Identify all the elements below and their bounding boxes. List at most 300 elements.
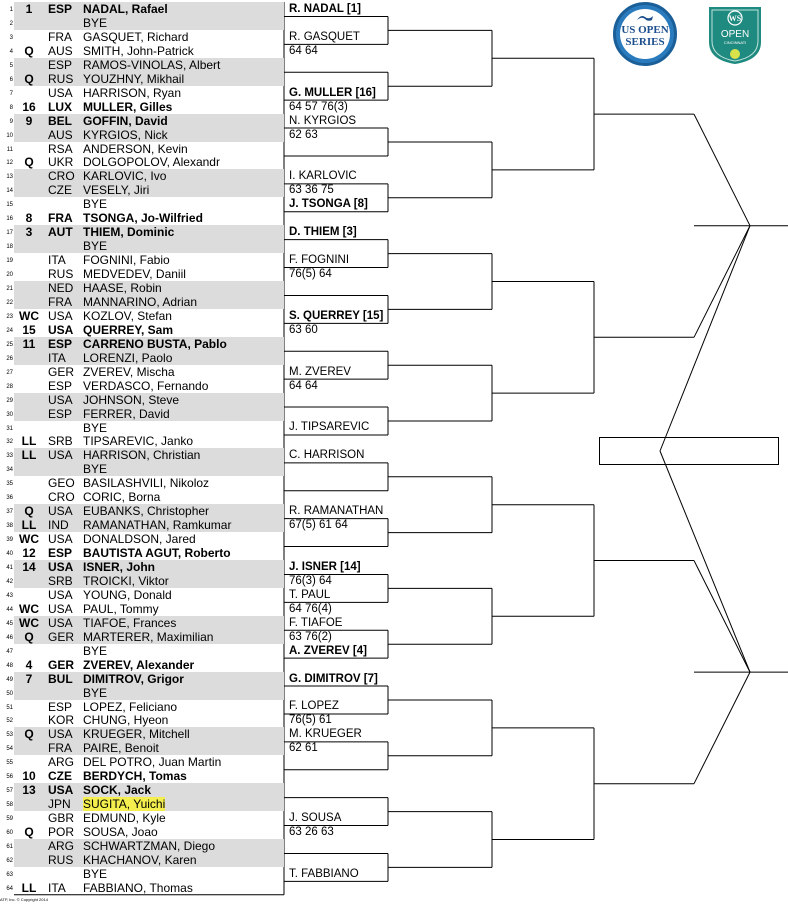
player-name [83,532,196,546]
seed-or-entry-tag: 7 [25,671,33,686]
player-name [83,323,173,337]
draw-position-number: 20 [6,272,13,279]
player-name-text: BERDYCH, Tomas [83,769,187,784]
player-name-text: HARRISON, Ryan [83,85,182,100]
player-name-text: MULLER, Gilles [83,99,173,114]
country-code: BUL [48,671,73,686]
player-name [83,713,168,727]
seed-or-entry-tag: Q [24,504,34,519]
player-name-text: BYE [83,15,108,30]
country-code: USA [48,448,73,463]
seed-or-entry-tag: 3 [25,225,33,240]
player-name [83,490,160,504]
player-name [83,183,149,197]
round2-winner: D. THIEM [3] [289,226,357,239]
round2-score: 67(5) 61 64 [289,519,348,532]
player-name [83,434,193,448]
draw-row [0,713,788,727]
draw-row [0,379,788,393]
player-name-text: VESELY, Jiri [83,183,150,198]
draw-row [0,407,788,421]
country-code: BEL [48,113,72,128]
player-name-text: RAMANATHAN, Ramkumar [83,518,232,533]
seed-or-entry-tag: 4 [25,657,33,672]
player-name [83,58,220,72]
draw-row [0,239,788,253]
draw-row [0,267,788,281]
round2-winner: J. TIPSAREVIC [289,421,370,434]
draw-position-number: 11 [6,146,13,153]
draw-position-number: 21 [6,286,13,292]
draw-row [0,769,788,783]
logo-city-text: CINCINNATI [723,40,747,45]
player-name [83,2,168,16]
draw-position-number: 44 [6,606,13,613]
draw-row [0,797,788,811]
player-name [83,309,172,323]
draw-position-number: 16 [6,216,13,223]
draw-position-number: 57 [6,788,13,795]
round2-winner: J. ISNER [14] [289,560,361,573]
draw-row [0,546,788,560]
player-name-text: SOUSA, Joao [83,825,158,840]
draw-position-number: 60 [6,830,13,837]
country-code: USA [48,85,73,100]
player-name [83,351,172,365]
country-code: USA [48,727,73,742]
player-name [83,337,227,351]
draw-position-number: 3 [9,34,13,41]
country-code: CRO [48,169,75,184]
country-code: FRA [48,211,73,226]
player-name-text: LOPEZ, Feliciano [83,699,178,714]
country-code: USA [48,615,73,630]
country-code: ESP [48,2,73,16]
draw-row [0,825,788,839]
draw-position-number: 48 [6,662,13,669]
draw-row [0,169,788,183]
draw-position-number: 13 [6,174,13,181]
logo-text-line2: SERIES [625,36,665,48]
seed-or-entry-tag: Q [24,71,34,86]
logo-text-line1: US OPEN [621,24,669,36]
country-code: LUX [48,99,72,114]
round2-score: 76(5) 64 [289,268,332,281]
draw-position-number: 51 [6,704,13,711]
country-code: GEO [48,476,75,491]
round2-score: 64 57 76(3) [289,100,348,113]
player-name-text: ZVEREV, Alexander [83,657,195,672]
player-name-text: TIAFOE, Frances [83,615,177,630]
draw-position-number: 12 [6,160,13,167]
draw-row [0,476,788,490]
player-name-text: MANNARINO, Adrian [83,294,198,309]
player-name [83,86,181,100]
player-name [83,616,176,630]
player-name-text: DEL POTRO, Juan Martin [83,755,222,770]
player-name [83,393,179,407]
player-name [83,574,169,588]
draw-row [0,630,788,644]
draw-position-number: 63 [6,871,13,878]
round2-winner: S. QUERREY [15] [289,309,384,322]
player-name [83,72,184,86]
player-name-text: EUBANKS, Christopher [83,504,210,519]
draw-position-number: 17 [6,230,13,237]
player-name [83,211,203,225]
draw-position-number: 59 [6,816,13,823]
player-name-text: JOHNSON, Steve [83,392,180,407]
draw-row [0,616,788,630]
round2-score: 63 26 63 [289,826,334,839]
draw-position-number: 15 [6,202,13,209]
player-name [83,100,172,114]
draw-row [0,225,788,239]
draw-position-number: 22 [6,299,13,306]
country-code: GER [48,657,75,672]
country-code: JPN [48,797,71,812]
player-name-text: VERDASCO, Fernando [83,378,209,393]
draw-row [0,323,788,337]
player-name-text: BYE [83,197,108,212]
round2-winner: J. TSONGA [8] [289,198,368,211]
player-name [83,797,165,811]
player-name [83,462,107,476]
country-code: USA [48,587,73,602]
draw-position-number: 62 [6,857,13,864]
country-code: ESP [48,546,73,561]
player-name-text: GOFFIN, David [83,113,168,128]
player-name-text: YOUZHNY, Mikhail [83,71,185,86]
draw-row [0,644,788,658]
draw-position-number: 31 [6,425,13,432]
round2-winner: N. KYRGIOS [289,114,357,127]
round2-winner: F. LOPEZ [289,700,339,713]
draw-position-number: 25 [6,341,13,348]
country-code: USA [48,392,73,407]
player-name [83,504,209,518]
draw-row [0,727,788,741]
country-code: USA [48,308,73,323]
draw-row [0,867,788,881]
country-code: GER [48,629,75,644]
player-name-text: DOLGOPOLOV, Alexandr [83,155,220,170]
player-name-text: MARTERER, Maximilian [83,629,214,644]
player-name-text: HARRISON, Christian [83,448,201,463]
draw-position-number: 39 [6,537,13,544]
round2-winner: F. FOGNINI [289,254,350,267]
seed-or-entry-tag: 8 [25,211,33,226]
player-name [83,142,188,156]
country-code: KOR [48,713,75,728]
country-code: CZE [48,183,72,198]
draw-position-number: 61 [6,844,13,850]
draw-position-number: 53 [6,732,13,739]
country-code: FRA [48,29,72,44]
draw-row [0,211,788,225]
player-name [83,546,231,560]
row-shading [14,462,284,476]
country-code: GBR [48,811,75,826]
draw-position-number: 38 [6,523,13,530]
highlighted-player-name: SUGITA, Yuichi [83,797,166,812]
player-name-text: SOCK, Jack [83,783,152,798]
draw-row [0,755,788,769]
draw-row [0,560,788,574]
country-code: POR [48,825,75,840]
player-name [83,128,168,142]
draw-position-number: 47 [6,648,13,655]
country-code: USA [48,601,73,616]
player-name-text: BYE [83,866,108,881]
draw-row [0,295,788,309]
player-name-text: PAUL, Tommy [83,601,159,616]
player-name-text: ISNER, John [83,560,156,574]
champion-box [599,437,779,465]
player-name [83,239,107,253]
player-name [83,253,170,267]
draw-row [0,281,788,295]
country-code: ITA [48,350,66,365]
draw-position-number: 45 [6,620,13,627]
player-name-text: KYRGIOS, Nick [83,127,168,142]
country-code: FRA [48,294,72,309]
draw-row [0,309,788,323]
draw-position-number: 7 [9,90,13,97]
round2-winner: M. KRUEGER [289,728,362,741]
round2-score: 63 76(2) [289,630,332,643]
draw-row [0,393,788,407]
country-code: AUS [48,43,73,58]
country-code: IND [48,518,69,533]
us-open-series-logo [613,2,677,66]
row-shading [14,16,284,30]
player-name [83,281,162,295]
player-name [83,588,172,602]
draw-row [0,783,788,797]
player-name-text: SMITH, John-Patrick [83,43,194,58]
player-name [83,839,215,853]
player-name-text: MEDVEDEV, Daniil [83,267,186,282]
player-name [83,644,107,658]
draw-position-number: 40 [6,551,13,558]
western-southern-open-logo [707,4,763,66]
round2-score: 64 64 [289,379,318,392]
country-code: GER [48,364,75,379]
round2-winner: G. MULLER [16] [289,86,376,99]
draw-row [0,853,788,867]
player-name [83,225,174,239]
round2-score: 63 60 [289,323,318,336]
country-code: ITA [48,253,66,268]
player-name-text: BYE [83,462,108,477]
player-name-text: CARRENO BUSTA, Pablo [83,336,227,351]
player-name-text: RAMOS-VINOLAS, Albert [83,57,221,72]
draw-position-number: 10 [6,132,13,139]
draw-row [0,518,788,532]
player-name-text: DIMITROV, Grigor [83,671,184,686]
draw-position-number: 42 [6,578,13,585]
draw-row [0,114,788,128]
draw-position-number: 55 [6,760,13,767]
country-code: RUS [48,852,74,867]
draw-row [0,811,788,825]
player-name [83,853,197,867]
player-name-text: BASILASHVILI, Nikoloz [83,476,210,491]
seed-or-entry-tag: LL [21,880,37,895]
country-code: ARG [48,839,75,853]
draw-position-number: 58 [6,802,13,809]
seed-or-entry-tag: Q [24,727,34,742]
seed-or-entry-tag: LL [21,434,37,449]
draw-row [0,588,788,602]
draw-position-number: 36 [6,495,13,502]
player-name [83,476,209,490]
player-name-text: BYE [83,239,108,254]
player-name [83,602,159,616]
player-name-text: DONALDSON, Jared [83,532,196,547]
seed-or-entry-tag: 15 [22,322,36,337]
player-name-text: YOUNG, Donald [83,587,172,602]
seed-or-entry-tag: 10 [22,769,36,784]
country-code: SRB [48,434,73,449]
player-name [83,769,187,783]
draw-row [0,700,788,714]
round2-winner: R. RAMANATHAN [289,505,384,518]
player-name [83,755,221,769]
draw-position-number: 2 [9,20,13,27]
player-name [83,114,168,128]
country-code: ESP [48,699,73,714]
draw-position-number: 26 [6,355,13,362]
player-name [83,155,220,169]
player-name [83,700,177,714]
country-code: FRA [48,741,72,756]
player-name-text: EDMUND, Kyle [83,811,166,826]
seed-or-entry-tag: 9 [25,113,33,128]
player-name [83,44,194,58]
draw-position-number: 46 [6,634,13,641]
round2-winner: G. DIMITROV [7] [289,672,378,685]
player-name-text: GASQUET, Richard [83,29,189,44]
player-name-text: CORIC, Borna [83,490,161,505]
draw-position-number: 8 [9,104,13,111]
draw-position-number: 28 [6,383,13,390]
draw-position-number: 41 [6,565,13,571]
draw-position-number: 54 [6,746,13,753]
player-name [83,30,188,44]
player-name-text: PAIRE, Benoit [83,741,159,756]
round2-winner: T. PAUL [289,588,331,601]
draw-row [0,183,788,197]
country-code: AUS [48,127,73,142]
round2-score: 63 36 75 [289,184,334,197]
country-code: USA [48,504,73,519]
player-name-text: KARLOVIC, Ivo [83,169,167,184]
player-name [83,407,170,421]
draw-position-number: 56 [6,774,13,781]
seed-or-entry-tag: 12 [22,546,36,561]
player-name [83,16,107,30]
player-name [83,825,158,839]
seed-or-entry-tag: Q [24,825,34,840]
round2-winner: M. ZVEREV [289,365,351,378]
player-name-text: HAASE, Robin [83,281,162,295]
country-code: ITA [48,880,66,895]
draw-row [0,365,788,379]
draw-position-number: 50 [6,690,13,697]
player-name [83,867,107,881]
seed-or-entry-tag: Q [24,43,34,58]
player-name-text: FOGNINI, Fabio [83,253,170,268]
country-code: ESP [48,378,73,393]
draw-position-number: 34 [6,467,13,474]
player-name-text: BAUTISTA AGUT, Roberto [83,546,231,561]
seed-or-entry-tag: LL [21,518,37,533]
player-name-text: TROICKI, Viktor [83,573,169,588]
player-name [83,630,213,644]
draw-row [0,881,788,895]
player-name [83,811,166,825]
player-name-text: CHUNG, Hyeon [83,713,169,728]
country-code: USA [48,532,73,547]
country-code: ESP [48,406,73,421]
player-name [83,448,200,462]
player-name-text: NADAL, Rafael [83,2,168,16]
seed-or-entry-tag: 13 [22,783,36,798]
seed-or-entry-tag: WC [19,308,39,323]
country-code: SRB [48,573,73,588]
player-name [83,658,194,672]
country-code: RUS [48,71,74,86]
seed-or-entry-tag: WC [19,532,39,547]
player-name [83,672,184,686]
seed-or-entry-tag: WC [19,615,39,630]
round2-winner: R. NADAL [1] [289,2,361,15]
seed-or-entry-tag: 16 [22,99,36,114]
draw-position-number: 6 [9,76,13,83]
player-name-text: ZVEREV, Mischa [83,364,175,379]
seed-or-entry-tag: Q [24,629,34,644]
player-name [83,518,231,532]
seed-or-entry-tag: WC [19,601,39,616]
draw-position-number: 27 [6,369,13,376]
round2-score: 64 76(4) [289,602,332,615]
seed-or-entry-tag: 14 [22,560,36,574]
player-name [83,741,159,755]
round2-winner: A. ZVEREV [4] [289,644,367,657]
player-name [83,295,197,309]
draw-position-number: 18 [6,244,13,251]
draw-position-number: 24 [6,327,13,334]
player-name [83,379,208,393]
country-code: NED [48,281,74,295]
country-code: UKR [48,155,74,170]
draw-row [0,253,788,267]
logo-open-text: OPEN [720,29,750,40]
draw-row [0,839,788,853]
country-code: RSA [48,141,73,156]
round2-winner: I. KARLOVIC [289,170,357,183]
country-code: USA [48,322,74,337]
draw-row [0,532,788,546]
draw-row [0,602,788,616]
flag-icon [636,14,654,22]
country-code: USA [48,560,74,574]
draw-position-number: 30 [6,411,13,418]
seed-or-entry-tag: LL [21,448,37,463]
round2-winner: R. GASQUET [289,30,360,43]
